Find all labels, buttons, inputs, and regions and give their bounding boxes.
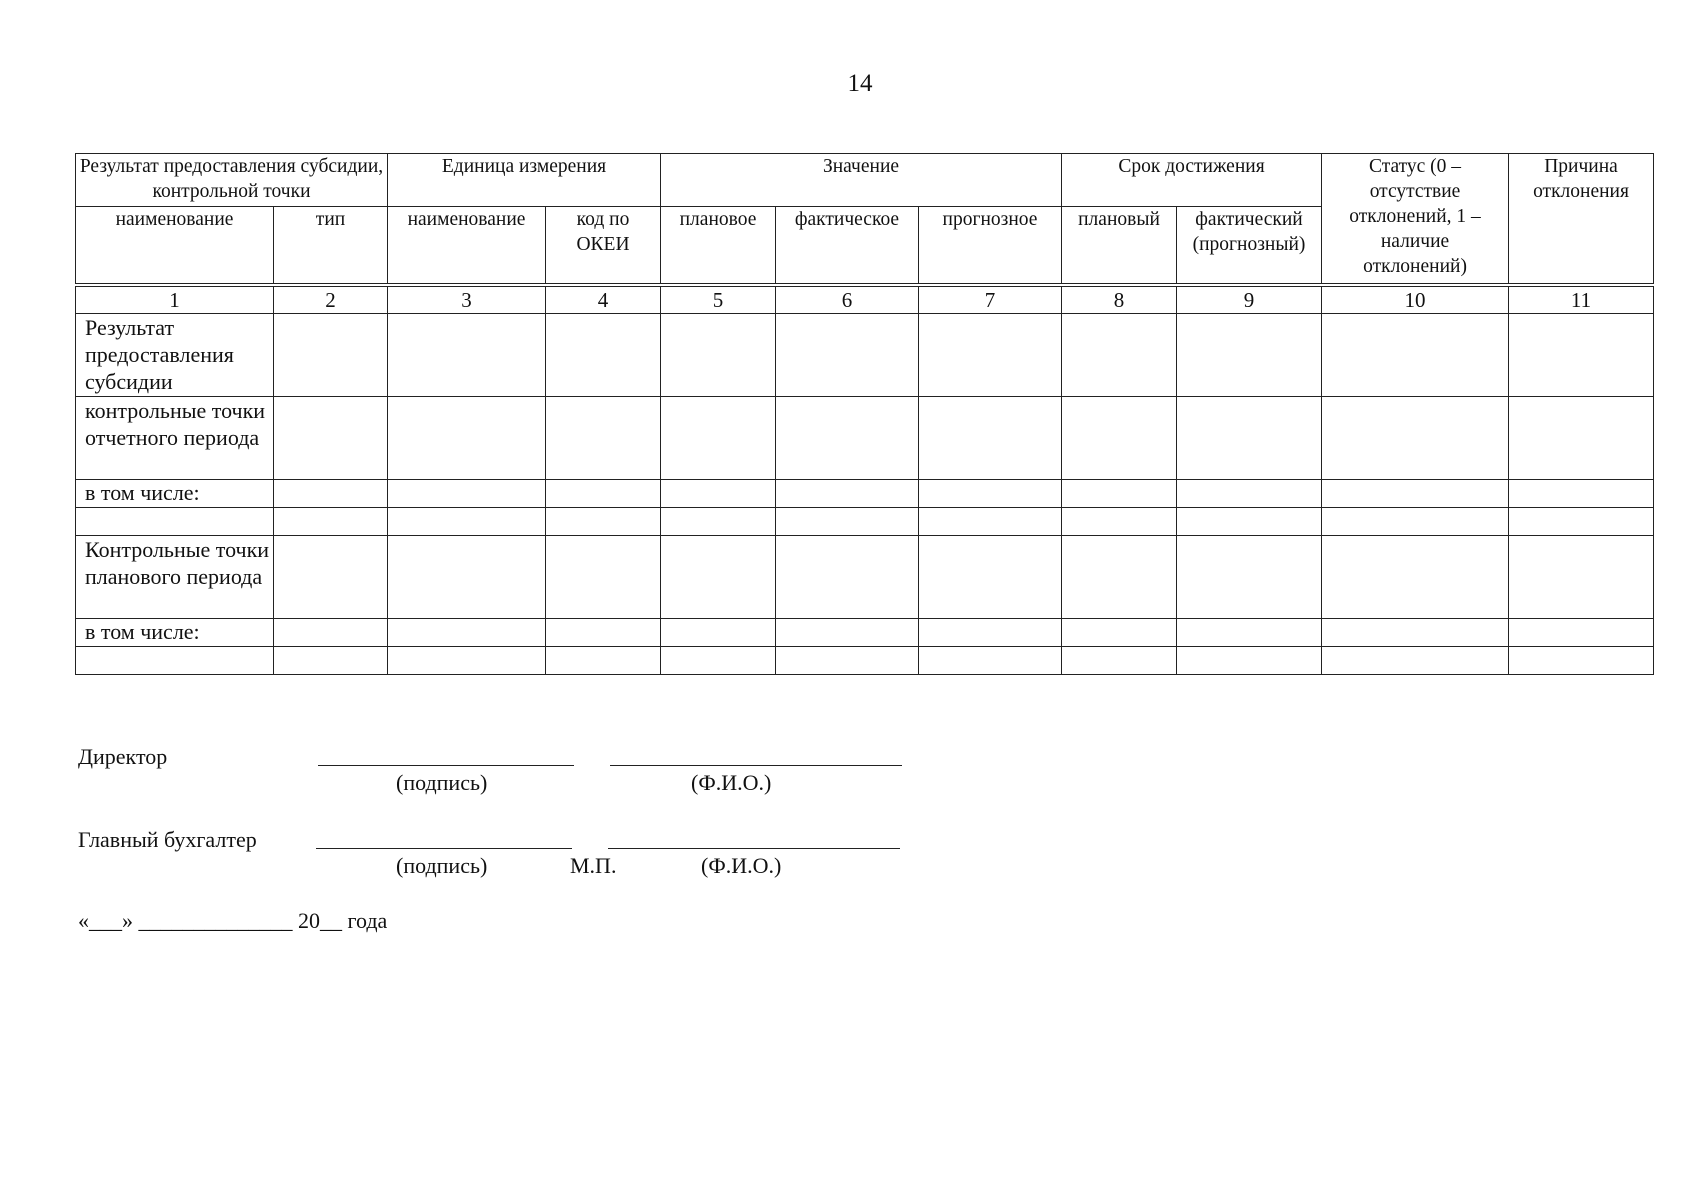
row-label: контрольные точки отчетного периода (76, 397, 274, 480)
table-row (76, 397, 1654, 480)
column-number: 10 (1322, 287, 1509, 314)
stamp-label: М.П. (570, 853, 617, 878)
header-value-planned: плановое (661, 207, 776, 284)
header-deadline-planned: плановый (1062, 207, 1177, 284)
director-signature-caption: (подпись) (396, 770, 488, 795)
page-number: 14 (847, 70, 873, 97)
date-line: «___» ______________ 20__ года (78, 908, 388, 933)
header-unit-code: код по ОКЕИ (546, 207, 661, 284)
header-result-type: тип (274, 207, 388, 284)
column-number: 5 (661, 287, 776, 314)
table-row (76, 480, 1654, 508)
director-name-caption: (Ф.И.О.) (691, 770, 772, 795)
header-unit: Единица измерения (388, 154, 661, 207)
row-label: в том числе: (76, 480, 274, 508)
header-value-forecast: прогнозное (919, 207, 1062, 284)
row-label: в том числе: (76, 619, 274, 647)
report-table-header (75, 153, 1654, 284)
table-row (76, 647, 1654, 675)
header-deadline-actual: фактический (прогнозный) (1177, 207, 1322, 284)
row-label (76, 508, 274, 536)
row-label (76, 647, 274, 675)
table-row (76, 314, 1654, 397)
director-label: Директор (78, 744, 168, 769)
header-unit-name: наименование (388, 207, 546, 284)
header-reason: Причина отклонения (1509, 154, 1654, 284)
column-number: 4 (546, 287, 661, 314)
column-number: 2 (274, 287, 388, 314)
director-signature-line (318, 765, 574, 766)
column-number: 8 (1062, 287, 1177, 314)
header-status: Статус (0 – отсутствие отклонений, 1 – наличие отклонений) (1322, 154, 1509, 284)
column-number: 1 (76, 287, 274, 314)
accountant-signature-line (316, 848, 572, 849)
director-name-line (610, 765, 902, 766)
header-result-name: наименование (76, 207, 274, 284)
column-number: 9 (1177, 287, 1322, 314)
header-value: Значение (661, 154, 1062, 207)
table-row (76, 619, 1654, 647)
table-row (76, 536, 1654, 619)
column-number: 11 (1509, 287, 1654, 314)
column-number-row (76, 287, 1654, 314)
row-label: Результат предоставления субсидии (76, 314, 274, 397)
report-table-body (75, 286, 1654, 675)
chief-accountant-label: Главный бухгалтер (78, 827, 257, 852)
column-number: 6 (776, 287, 919, 314)
column-number: 3 (388, 287, 546, 314)
header-deadline: Срок достижения (1062, 154, 1322, 207)
accountant-signature-caption: (подпись) (396, 853, 488, 878)
row-label: Контрольные точки планового периода (76, 536, 274, 619)
column-number: 7 (919, 287, 1062, 314)
accountant-name-line (608, 848, 900, 849)
accountant-name-caption: (Ф.И.О.) (701, 853, 782, 878)
header-value-actual: фактическое (776, 207, 919, 284)
table-row (76, 508, 1654, 536)
header-result: Результат предоставления субсидии, контрольной точки (76, 154, 388, 207)
